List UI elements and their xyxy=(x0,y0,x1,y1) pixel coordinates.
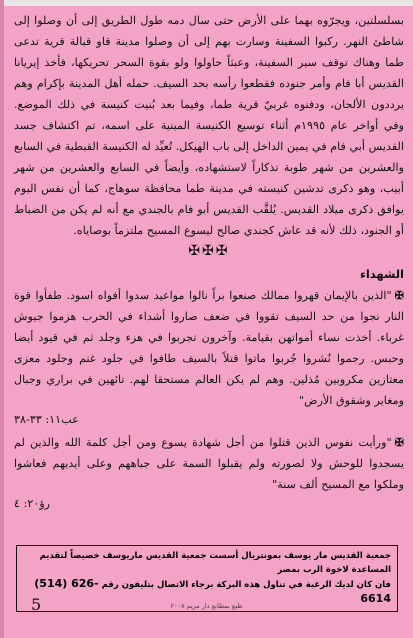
martyrs-quote-hebrews xyxy=(14,285,404,411)
paragraph-abu-fam-story: بسلسلتين، ويجرّوه بهما على الأرض حتى سال دمه طول الطريق إلى أن وصلوا إلى شاطئ النهر. ركبوا السفينة وسارت بهم إلى أن وصلوا مدينة قاو قبالة قرية تدعى طما وهناك توقف سير السفينة، وعبثاً حاولوا ولو بقوة السحر تحريكها، فأخذ إيريانا القديس أبا فام وأمر جنوده فقطعوا رأسه بحد السيف. حمله أهل المدينة بإكرام وهم يرددون الألحان، ودفنوه غربيّ قرية طما، وفيما بعد بُنيت كنيسة في ذلك الموضع. وفي أواخر عام ١٩٩٥م أثناء توسيع الكنيسة المبنية على اسمه، تم اكتشاف جسد القديس أبي فام في يمين الداخل إلى باب الهيكل. تُعيِّد له الكنيسة القبطية في السابع والعشرين من شهر طوبة تذكاراً لاستشهاده، وأيضاً في السابع والعشرين من شهر أبيب، وهو ذكرى تدشين كنيسته في مدينة طما محافظة سوهاج، كما أن نفس اليوم يوافق ذكرى ميلاد القديس. يُلقَّب القديس أبو فام بالجندي مع أنه لم يكن من الضباط أو الجنود، ذلك لأنه قد عاش كجندي صالح ليسوع المسيح ملتزماً بوصاياه. xyxy=(14,14,404,237)
cross-icon: ✠ xyxy=(394,435,404,449)
martyrs-quote-revelation xyxy=(14,432,404,495)
printer-note: طبع بمطابع دار مريم ٢٠٠٨ xyxy=(170,602,243,610)
quote-text-hebrews: "الذين بالإيمان قهروا ممالك صنعوا براً نالوا مواعيد سدوا أفواه اسود. طفأوا قوة النار نجوا من حد السيف تقووا في ضعف صاروا أشداء في الحرب هزموا جيوش غرباء. أخذت نساء أمواتهن بقيامة. وآخرون تجربوا في هزء وجلد ثم في قيود أيضا وحبس. رجموا نُشروا جُربوا ماتوا قتلاً بالسيف طافوا في جلود غنم وجلود معزى معتازين مكروبين مُذلين. وهم لم يكن العالم مستحقا لهم. تائهين في براري وجبال ومغاير وشقوق الأرض" xyxy=(14,289,404,407)
quote-text-revelation: "ورأيت نفوس الذين قتلوا من أجل شهادة يسوع ومن أجل كلمة الله والذين لم يسجدوا للوحش ولا لصورته ولم يقبلوا السمة على جباههم وعلى أيديهم فعاشوا وملكوا مع المسيح ألف سنة" xyxy=(14,436,404,491)
main-text-area xyxy=(14,10,404,510)
cross-ornament-icon: ✠✠✠ xyxy=(188,243,230,259)
cross-icon: ✠ xyxy=(394,288,404,302)
footer-phone-number: (514) 626-6614 xyxy=(34,577,391,605)
page-number: 5 xyxy=(31,595,42,614)
reference-revelation: رؤ٢٠: ٤ xyxy=(14,497,51,510)
footer-contact-text: فان كان لديك الرغبة في تناول هذه البركة برجاء الاتصال بتليفون رقم xyxy=(101,580,391,590)
page-left-edge xyxy=(0,0,4,638)
reference-hebrews: عب١١: ٣٣-٣٨ xyxy=(14,413,79,426)
section-title: الشهداء xyxy=(359,267,404,281)
page-top-edge xyxy=(0,0,413,6)
footer-association-line: جمعية القديس مار يوسف بمونتريال أسست جمعية القديس ماريوسف خصيصاً لتقديم المساعدة لاخوة الرب بمصر xyxy=(39,551,391,575)
